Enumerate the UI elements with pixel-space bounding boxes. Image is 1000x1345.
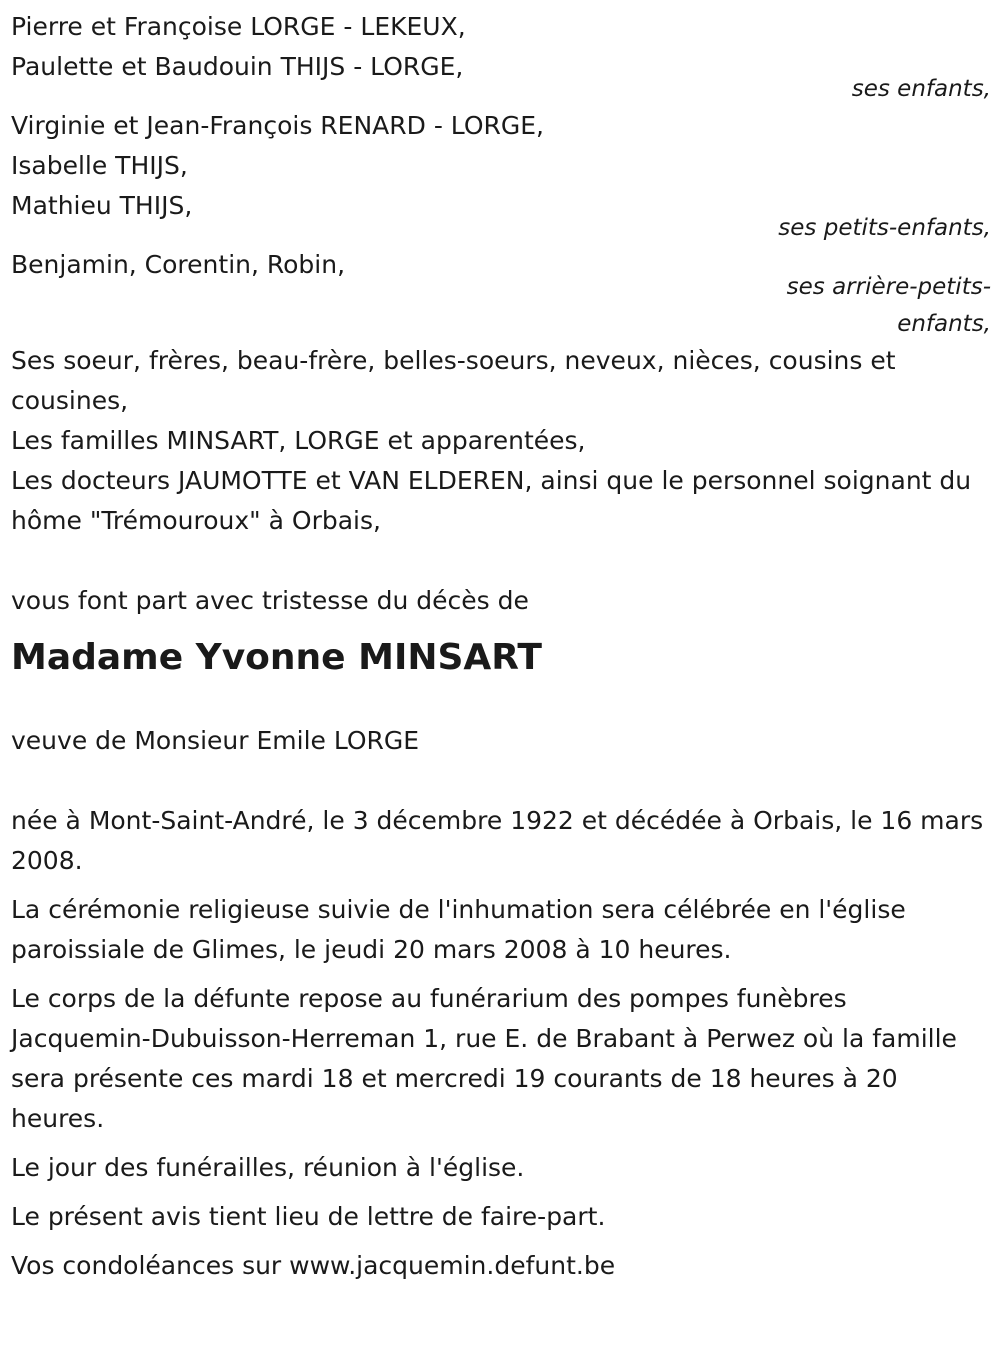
- child-line-1: Pierre et Françoise LORGE - LEKEUX,: [11, 12, 466, 41]
- obituary-notice: [11, 7, 991, 1286]
- deceased-name-heading: Madame Yvonne MINSART: [11, 637, 542, 678]
- widow-of-text: veuve de Monsieur Emile LORGE: [11, 726, 420, 755]
- ceremony-paragraph: La cérémonie religieuse suivie de l'inhumation sera célébrée en l'église paroissiale de Glimes, le jeudi 20 mars 2008 à 10 heures.: [11, 895, 906, 964]
- grandchildren-role-label: ses petits-enfants,: [778, 215, 991, 241]
- funeral-day-paragraph: Le jour des funérailles, réunion à l'église.: [11, 1153, 525, 1182]
- great-grandchildren-role-label-2: enfants,: [897, 311, 991, 337]
- condolences-paragraph: Vos condoléances sur www.jacquemin.defunt.be: [11, 1251, 616, 1280]
- children-role-label: ses enfants,: [851, 76, 991, 102]
- grandchild-line-2: Isabelle THIJS,: [11, 151, 188, 180]
- great-grandchildren-line: Benjamin, Corentin, Robin,: [11, 250, 346, 279]
- doctors-paragraph: Les docteurs JAUMOTTE et VAN ELDEREN, ainsi que le personnel soignant du hôme "Trémouroux" à Orbais,: [11, 466, 972, 535]
- child-line-2: Paulette et Baudouin THIJS - LORGE,: [11, 52, 464, 81]
- siblings-paragraph: Ses soeur, frères, beau-frère, belles-soeurs, neveux, nièces, cousins et cousines,: [11, 346, 896, 415]
- announcement-text: vous font part avec tristesse du décès de: [11, 586, 529, 615]
- birth-death-paragraph: née à Mont-Saint-André, le 3 décembre 1922 et décédée à Orbais, le 16 mars 2008.: [11, 806, 984, 875]
- grandchild-line-3: Mathieu THIJS,: [11, 191, 193, 220]
- great-grandchildren-role-label-1: ses arrière-petits-: [786, 274, 991, 300]
- body-rests-paragraph: Le corps de la défunte repose au funérarium des pompes funèbres Jacquemin-Dubuisson-Herreman 1, rue E. de Brabant à Perwez où la famille sera présente ces mardi 18 et mercredi 19 courants de 18 heures à 20 heures.: [11, 984, 957, 1133]
- families-paragraph: Les familles MINSART, LORGE et apparentées,: [11, 426, 586, 455]
- notice-paragraph: Le présent avis tient lieu de lettre de faire-part.: [11, 1202, 606, 1231]
- grandchild-line-1: Virginie et Jean-François RENARD - LORGE,: [11, 111, 545, 140]
